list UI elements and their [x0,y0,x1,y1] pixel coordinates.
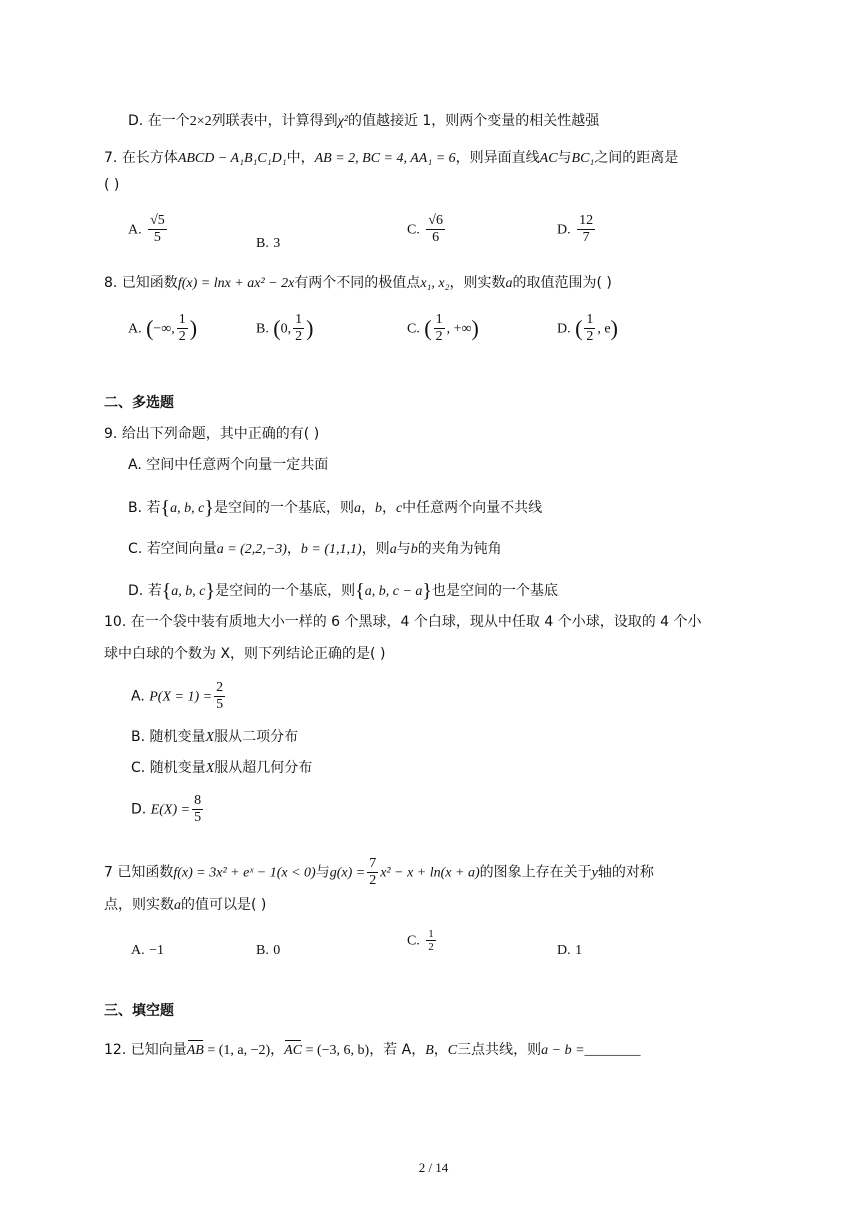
q10-option-c: C. 随机变量X服从超几何分布 [131,760,313,776]
q11-option-c: C. $\frac{1}{2}$ [407,928,434,953]
q7-option-a: A. $\frac{√5}{5}$ [128,213,165,245]
q11-option-a: A. −1 [131,943,164,958]
question-11-line-1: 7 已知函数f(x) = 3x² + eˣ − 1(x < 0)与g(x) = $\frac{7}{2}$ x² − x + ln(x + a)的图象上存在关于y轴的对称 [104,856,654,888]
q10-option-b: B. 随机变量X服从二项分布 [131,729,299,745]
question-12: 12. 已知向量AB = (1, a, −2)，AC = (−3, 6, b)，若 A，B，C三点共线，则a − b =________ [104,1040,641,1061]
question-7: 7. 在长方体ABCD − A₁B₁C₁D₁中，AB = 2, BC = 4, AA₁ = 6，则异面直线AC与BC₁之间的距离是 [104,150,679,166]
q10-option-d: D. E(X) = $\frac{8}{5}$ [131,793,202,825]
q9-option-d: D. 若{a, b, c}是空间的一个基底，则{a, b, c − a}也是空间的一个基底 [128,580,559,602]
q9-option-c: C. 若空间向量a = (2,2,−3)，b = (1,1,1)，则a与b的夹角为钝角 [128,541,502,557]
q11-option-d: D. 1 [557,943,583,958]
q7-option-d: D. $\frac{12}{7}$ [557,213,594,245]
q8-option-a: A. (−∞, $\frac{1}{2}$ ) [128,312,198,344]
q9-option-b: B. 若{a, b, c}是空间的一个基底，则a，b，c中任意两个向量不共线 [128,497,543,519]
question-9: 9. 给出下列命题，其中正确的有( ) [104,426,320,442]
q10-option-a: A. P(X = 1) = $\frac{2}{5}$ [131,680,224,712]
section-fill-in: 三、填空题 [104,1003,174,1019]
q7-paren: ( ) [104,177,120,193]
question-11-line-2: 点，则实数a的值可以是( ) [104,897,267,913]
q7-option-c: C. $\frac{√6}{6}$ [407,213,443,245]
page-number: 2 / 14 [418,1160,449,1175]
section-multiple-choice: 二、多选题 [104,395,174,411]
q6-option-d: D. 在一个2×2列联表中，计算得到χ²的值越接近 1，则两个变量的相关性越强 [128,113,600,129]
q8-option-b: B. (0, $\frac{1}{2}$ ) [256,312,314,344]
question-10-line-2: 球中白球的个数为 X，则下列结论正确的是( ) [104,646,386,662]
q9-option-a: A. 空间中任意两个向量一定共面 [128,457,329,473]
q11-option-b: B. 0 [256,943,281,958]
q7-option-b: B. 3 [256,236,281,251]
q8-option-d: D. ( $\frac{1}{2}$ , e) [557,312,618,344]
question-10-line-1: 10. 在一个袋中装有质地大小一样的 6 个黑球，4 个白球，现从中任取 4 个小球，设取的 4 个小 [104,614,702,630]
question-8: 8. 已知函数f(x) = lnx + ax² − 2x有两个不同的极值点x₁, x₂，则实数a的取值范围为( ) [104,275,612,291]
q8-option-c: C. ( $\frac{1}{2}$ , +∞) [407,312,479,344]
